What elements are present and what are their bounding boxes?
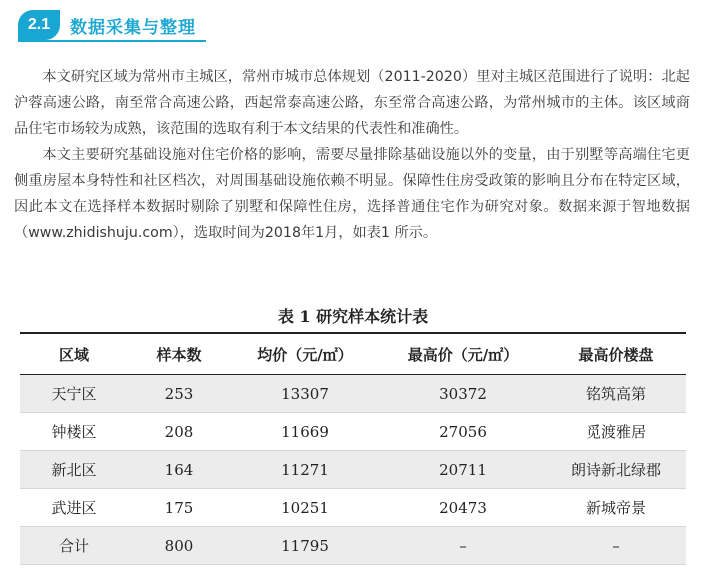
- sample-statistics-table: [20, 332, 686, 565]
- cell-region: 武进区: [20, 489, 128, 527]
- cell-max-price-estate: 朗诗新北绿郡: [546, 451, 686, 489]
- cell-sample-count: 253: [128, 375, 230, 413]
- cell-max-price: 20711: [380, 451, 546, 489]
- cell-max-price: 30372: [380, 375, 546, 413]
- cell-max-price: 20473: [380, 489, 546, 527]
- cell-max-price: –: [380, 527, 546, 565]
- table-row: [20, 413, 686, 451]
- cell-region: 天宁区: [20, 375, 128, 413]
- cell-average-price: 11271: [230, 451, 380, 489]
- cell-max-price-estate: –: [546, 527, 686, 565]
- section-number-badge: 2.1: [18, 10, 60, 40]
- section-title: 数据采集与整理: [70, 17, 196, 38]
- cell-average-price: 11795: [230, 527, 380, 565]
- paragraph-2: 本文主要研究基础设施对住宅价格的影响，需要尽量排除基础设施以外的变量，由于别墅等高端住宅更侧重房屋本身特性和社区档次，对周围基础设施依赖不明显。保障性住房受政策的影响且分布在特定区域，因此本文在选择样本数据时剔除了别墅和保障性住房，选择普通住宅作为研究对象。数据来源于智地数据（www.zhidishuju.com），选取时间为2018年1月，如表1 所示。: [14, 147, 690, 241]
- section-header: [18, 8, 196, 42]
- cell-max-price-estate: 觅渡雅居: [546, 413, 686, 451]
- table-row-total: [20, 527, 686, 565]
- cell-region: 钟楼区: [20, 413, 128, 451]
- cell-max-price-estate: 铭筑高第: [546, 375, 686, 413]
- cell-sample-count: 800: [128, 527, 230, 565]
- header-sample-count: 样本数: [128, 333, 230, 375]
- cell-sample-count: 208: [128, 413, 230, 451]
- header-average-price: 均价（元/㎡）: [230, 333, 380, 375]
- table-caption: 表 1 研究样本统计表: [277, 307, 429, 326]
- header-max-price-estate: 最高价楼盘: [546, 333, 686, 375]
- cell-max-price-estate: 新城帝景: [546, 489, 686, 527]
- table-row: [20, 375, 686, 413]
- body-text: [14, 64, 690, 246]
- table-row: [20, 489, 686, 527]
- cell-average-price: 13307: [230, 375, 380, 413]
- cell-max-price: 27056: [380, 413, 546, 451]
- paragraph-1: 本文研究区域为常州市主城区，常州市城市总体规划（2011-2020）里对主城区范围进行了说明：北起沪蓉高速公路，南至常合高速公路，西起常泰高速公路，东至常合高速公路，为常州城市的主体。该区域商品住宅市场较为成熟，该范围的选取有利于本文结果的代表性和准确性。: [14, 69, 690, 137]
- cell-region: 合计: [20, 527, 128, 565]
- table-row: [20, 451, 686, 489]
- header-region: 区域: [20, 333, 128, 375]
- cell-sample-count: 175: [128, 489, 230, 527]
- header-max-price: 最高价（元/㎡）: [380, 333, 546, 375]
- cell-region: 新北区: [20, 451, 128, 489]
- table-header-row: [20, 333, 686, 375]
- cell-average-price: 11669: [230, 413, 380, 451]
- section-underline: [18, 40, 206, 42]
- cell-sample-count: 164: [128, 451, 230, 489]
- cell-average-price: 10251: [230, 489, 380, 527]
